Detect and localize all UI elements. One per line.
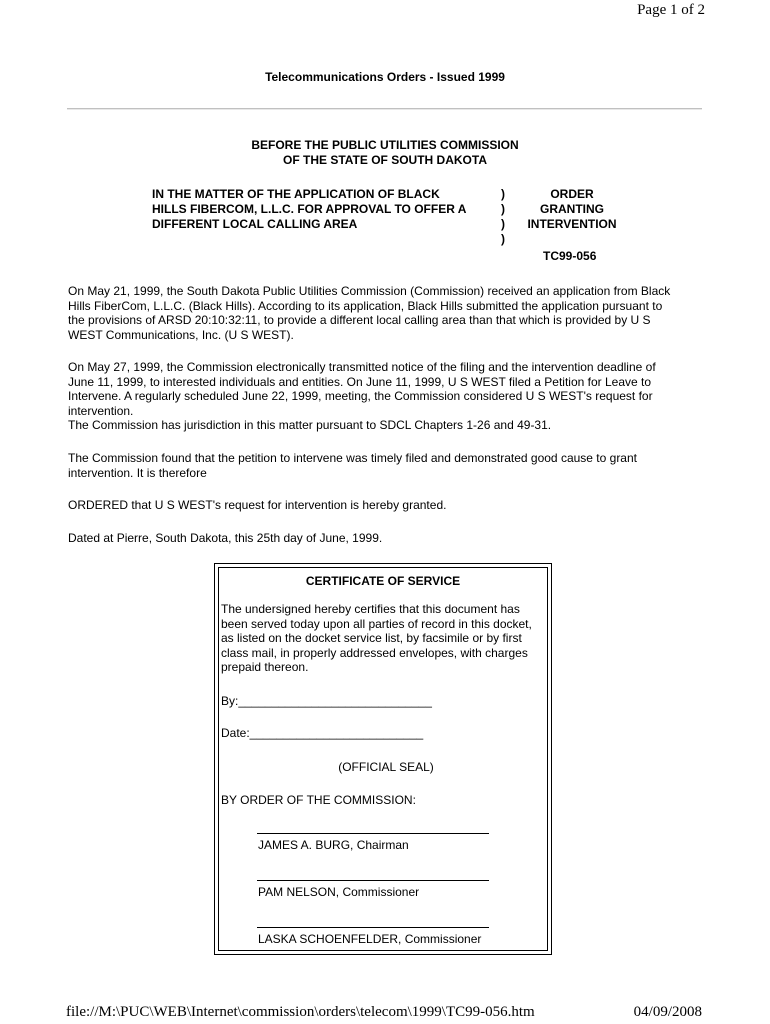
by-order-label: BY ORDER OF THE COMMISSION: [221, 793, 416, 807]
paragraph-line: Intervene. A regularly scheduled June 22, 1999, meeting, the Commission considered U S WEST's request for [68, 389, 653, 403]
horizontal-rule [67, 108, 702, 110]
signature-line [257, 927, 489, 928]
paragraph-finding [68, 451, 698, 480]
paragraph-notice [68, 360, 698, 433]
paragraph-application [68, 284, 698, 342]
commission-heading [0, 138, 770, 168]
certificate-line: been served today upon all parties of record in this docket, [221, 616, 532, 631]
paragraph-line: June 11, 1999, to interested individuals and entities. On June 11, 1999, U S WEST filed a Petition for Leave to [68, 374, 652, 389]
by-signature-line: By:_____________________________ [221, 694, 432, 708]
paragraph-line: intervention. It is therefore [68, 465, 207, 480]
matter-line: HILLS FIBERCOM, L.L.C. FOR APPROVAL TO OFFER A [152, 202, 467, 216]
matter-caption [152, 187, 497, 232]
order-title-line: GRANTING [540, 202, 604, 216]
signatory-name: LASKA SCHOENFELDER, Commissioner [258, 932, 482, 946]
certificate-line: The undersigned hereby certifies that this document has [221, 602, 520, 616]
signature-line [257, 833, 489, 834]
paragraph-line: The Commission has jurisdiction in this matter pursuant to SDCL Chapters 1-26 and 49-31. [68, 418, 552, 432]
certificate-title: CERTIFICATE OF SERVICE [305, 574, 461, 588]
paragraph-line: On May 27, 1999, the Commission electronically transmitted notice of the filing and the intervention deadline of [68, 360, 656, 374]
matter-line: DIFFERENT LOCAL CALLING AREA [152, 217, 358, 231]
paragraph-line: the provisions of ARSD 20:10:32:11, to provide a different local calling area than that which is provided by U S [68, 313, 651, 327]
paragraph-line: The Commission found that the petition to intervene was timely filed and demonstrated good cause to grant [68, 451, 637, 465]
certificate-line: as listed on the docket service list, by facsimile or by first [221, 631, 522, 645]
footer-date: 04/09/2008 [633, 1004, 702, 1020]
header-title: Telecommunications Orders - Issued 1999 [265, 70, 505, 84]
certificate-of-service-box [214, 563, 552, 955]
paragraph-line: On May 21, 1999, the South Dakota Public Utilities Commission (Commission) received an application from Black [68, 284, 671, 298]
order-title [518, 187, 626, 232]
signature-line [257, 880, 489, 881]
certificate-inner-border [218, 567, 548, 951]
footer-file-path: file://M:\PUC\WEB\Internet\commission\orders\telecom\1999\TC99-056.htm [66, 1004, 535, 1020]
paragraph-line: intervention. [68, 403, 134, 418]
order-title-line: INTERVENTION [527, 217, 617, 231]
paren: ) [501, 217, 505, 231]
certificate-line: class mail, in properly addressed envelopes, with charges [221, 645, 528, 660]
paragraph-dated: Dated at Pierre, South Dakota, this 25th day of June, 1999. [68, 531, 383, 545]
certificate-body [221, 602, 551, 675]
page-number: Page 1 of 2 [637, 2, 705, 18]
docket-number: TC99-056 [543, 249, 597, 263]
paragraph-ordered: ORDERED that U S WEST's request for intervention is hereby granted. [68, 498, 447, 512]
paren: ) [501, 187, 505, 201]
paren: ) [501, 202, 505, 216]
order-title-line: ORDER [550, 187, 594, 201]
matter-line: IN THE MATTER OF THE APPLICATION OF BLACK [152, 187, 440, 201]
signatory-name: JAMES A. BURG, Chairman [258, 838, 409, 852]
signatory-name: PAM NELSON, Commissioner [258, 885, 420, 899]
commission-heading-line: BEFORE THE PUBLIC UTILITIES COMMISSION [251, 138, 519, 152]
date-signature-line: Date:__________________________ [221, 726, 424, 740]
paren: ) [501, 232, 505, 246]
paragraph-line: WEST Communications, Inc. (U S WEST). [68, 327, 294, 342]
paragraph-line: Hills FiberCom, L.L.C. (Black Hills). According to its application, Black Hills submitted the application pursuant to [68, 298, 663, 313]
official-seal: (OFFICIAL SEAL) [338, 760, 434, 774]
commission-heading-line: OF THE STATE OF SOUTH DAKOTA [283, 153, 487, 167]
caption-parens [501, 187, 513, 247]
certificate-line: prepaid thereon. [221, 660, 309, 674]
